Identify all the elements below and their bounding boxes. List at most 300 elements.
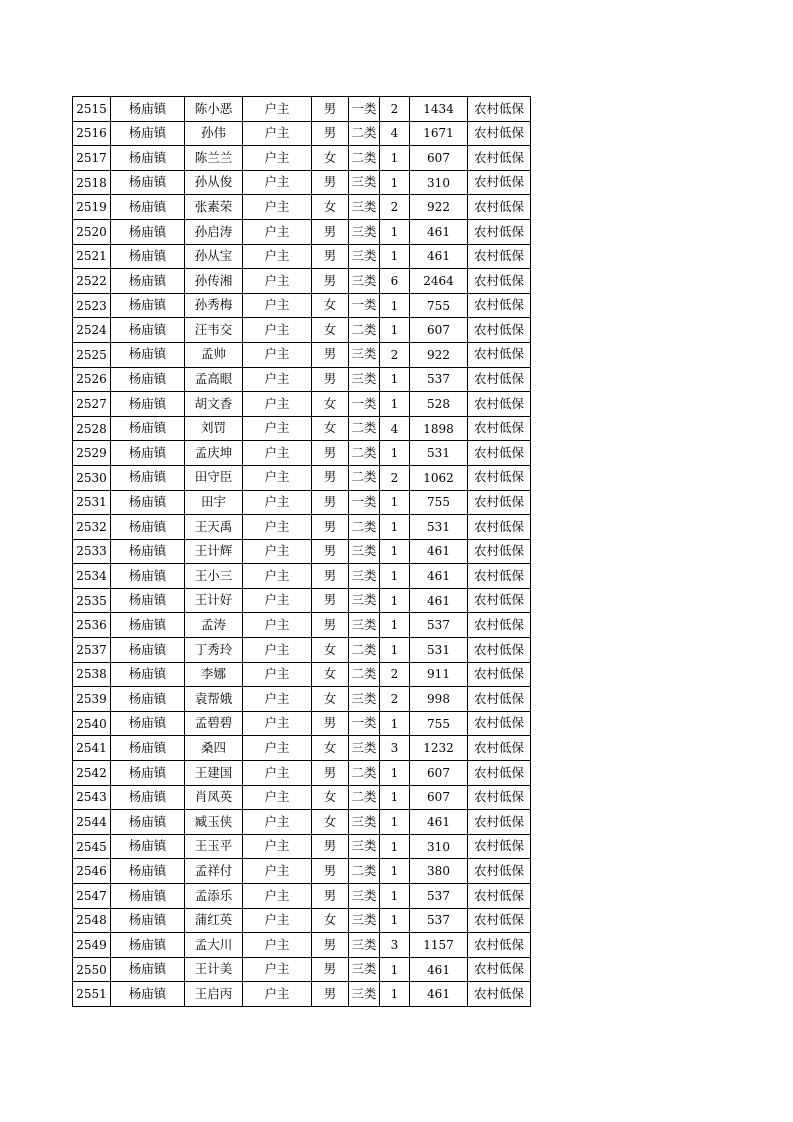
- members-cell: 1: [380, 761, 410, 786]
- assistance-type-cell: 农村低保: [468, 908, 531, 933]
- relation-cell: 户主: [243, 465, 312, 490]
- members-cell: 1: [380, 515, 410, 540]
- table-row: [73, 761, 531, 786]
- gender-cell: 女: [312, 392, 349, 417]
- members-cell: 1: [380, 957, 410, 982]
- members-cell: 1: [380, 244, 410, 269]
- amount-cell: 607: [410, 318, 468, 343]
- gender-cell: 女: [312, 785, 349, 810]
- members-cell: 1: [380, 785, 410, 810]
- category-cell: 二类: [349, 121, 380, 146]
- members-cell: 6: [380, 269, 410, 294]
- amount-cell: 1232: [410, 736, 468, 761]
- name-cell: 王计辉: [185, 539, 243, 564]
- record-id-cell: 2530: [73, 465, 111, 490]
- record-id-cell: 2524: [73, 318, 111, 343]
- relation-cell: 户主: [243, 736, 312, 761]
- category-cell: 二类: [349, 662, 380, 687]
- category-cell: 三类: [349, 908, 380, 933]
- gender-cell: 女: [312, 687, 349, 712]
- members-cell: 2: [380, 662, 410, 687]
- name-cell: 肖凤英: [185, 785, 243, 810]
- assistance-type-cell: 农村低保: [468, 146, 531, 171]
- category-cell: 三类: [349, 834, 380, 859]
- record-id-cell: 2535: [73, 588, 111, 613]
- category-cell: 三类: [349, 588, 380, 613]
- town-cell: 杨庙镇: [111, 662, 185, 687]
- category-cell: 二类: [349, 761, 380, 786]
- table-row: [73, 982, 531, 1007]
- amount-cell: 461: [410, 810, 468, 835]
- name-cell: 陈小恶: [185, 97, 243, 122]
- relation-cell: 户主: [243, 318, 312, 343]
- record-id-cell: 2523: [73, 293, 111, 318]
- table-row: [73, 244, 531, 269]
- category-cell: 二类: [349, 441, 380, 466]
- table-row: [73, 613, 531, 638]
- table-row: [73, 97, 531, 122]
- category-cell: 三类: [349, 219, 380, 244]
- town-cell: 杨庙镇: [111, 785, 185, 810]
- record-id-cell: 2537: [73, 638, 111, 663]
- name-cell: 田守臣: [185, 465, 243, 490]
- relation-cell: 户主: [243, 662, 312, 687]
- table-row: [73, 490, 531, 515]
- category-cell: 三类: [349, 613, 380, 638]
- amount-cell: 1434: [410, 97, 468, 122]
- town-cell: 杨庙镇: [111, 121, 185, 146]
- assistance-type-cell: 农村低保: [468, 834, 531, 859]
- name-cell: 孟帅: [185, 342, 243, 367]
- relation-cell: 户主: [243, 441, 312, 466]
- assistance-type-cell: 农村低保: [468, 441, 531, 466]
- table-row: [73, 539, 531, 564]
- town-cell: 杨庙镇: [111, 416, 185, 441]
- table-row: [73, 785, 531, 810]
- town-cell: 杨庙镇: [111, 219, 185, 244]
- category-cell: 一类: [349, 490, 380, 515]
- gender-cell: 男: [312, 219, 349, 244]
- members-cell: 1: [380, 367, 410, 392]
- name-cell: 田宇: [185, 490, 243, 515]
- members-cell: 1: [380, 613, 410, 638]
- name-cell: 孙从俊: [185, 170, 243, 195]
- amount-cell: 310: [410, 834, 468, 859]
- gender-cell: 男: [312, 588, 349, 613]
- town-cell: 杨庙镇: [111, 293, 185, 318]
- relation-cell: 户主: [243, 933, 312, 958]
- relation-cell: 户主: [243, 367, 312, 392]
- members-cell: 4: [380, 121, 410, 146]
- relation-cell: 户主: [243, 711, 312, 736]
- table-row: [73, 170, 531, 195]
- name-cell: 孟大川: [185, 933, 243, 958]
- table-row: [73, 933, 531, 958]
- record-id-cell: 2533: [73, 539, 111, 564]
- town-cell: 杨庙镇: [111, 933, 185, 958]
- members-cell: 1: [380, 441, 410, 466]
- table-row: [73, 293, 531, 318]
- members-cell: 1: [380, 146, 410, 171]
- category-cell: 三类: [349, 933, 380, 958]
- category-cell: 三类: [349, 564, 380, 589]
- relation-cell: 户主: [243, 761, 312, 786]
- record-id-cell: 2539: [73, 687, 111, 712]
- town-cell: 杨庙镇: [111, 859, 185, 884]
- assistance-type-cell: 农村低保: [468, 711, 531, 736]
- assistance-type-cell: 农村低保: [468, 884, 531, 909]
- assistance-type-cell: 农村低保: [468, 293, 531, 318]
- record-id-cell: 2547: [73, 884, 111, 909]
- gender-cell: 女: [312, 662, 349, 687]
- record-id-cell: 2518: [73, 170, 111, 195]
- name-cell: 孙启涛: [185, 219, 243, 244]
- assistance-type-cell: 农村低保: [468, 465, 531, 490]
- members-cell: 1: [380, 490, 410, 515]
- table-row: [73, 859, 531, 884]
- town-cell: 杨庙镇: [111, 908, 185, 933]
- relation-cell: 户主: [243, 392, 312, 417]
- category-cell: 三类: [349, 687, 380, 712]
- gender-cell: 女: [312, 195, 349, 220]
- gender-cell: 女: [312, 416, 349, 441]
- assistance-type-cell: 农村低保: [468, 416, 531, 441]
- amount-cell: 531: [410, 638, 468, 663]
- table-row: [73, 219, 531, 244]
- members-cell: 1: [380, 318, 410, 343]
- table-row: [73, 810, 531, 835]
- gender-cell: 男: [312, 834, 349, 859]
- town-cell: 杨庙镇: [111, 884, 185, 909]
- amount-cell: 461: [410, 957, 468, 982]
- category-cell: 三类: [349, 736, 380, 761]
- table-row: [73, 957, 531, 982]
- amount-cell: 537: [410, 884, 468, 909]
- name-cell: 汪韦交: [185, 318, 243, 343]
- name-cell: 臧玉侠: [185, 810, 243, 835]
- gender-cell: 男: [312, 367, 349, 392]
- name-cell: 孙从宝: [185, 244, 243, 269]
- table-row: [73, 342, 531, 367]
- name-cell: 桑四: [185, 736, 243, 761]
- gender-cell: 男: [312, 564, 349, 589]
- assistance-type-cell: 农村低保: [468, 785, 531, 810]
- members-cell: 1: [380, 810, 410, 835]
- town-cell: 杨庙镇: [111, 465, 185, 490]
- amount-cell: 537: [410, 908, 468, 933]
- record-id-cell: 2527: [73, 392, 111, 417]
- town-cell: 杨庙镇: [111, 810, 185, 835]
- town-cell: 杨庙镇: [111, 588, 185, 613]
- record-id-cell: 2550: [73, 957, 111, 982]
- record-id-cell: 2542: [73, 761, 111, 786]
- members-cell: 1: [380, 982, 410, 1007]
- assistance-type-cell: 农村低保: [468, 564, 531, 589]
- table-row: [73, 121, 531, 146]
- gender-cell: 男: [312, 97, 349, 122]
- town-cell: 杨庙镇: [111, 441, 185, 466]
- record-id-cell: 2544: [73, 810, 111, 835]
- assistance-type-cell: 农村低保: [468, 957, 531, 982]
- members-cell: 2: [380, 97, 410, 122]
- town-cell: 杨庙镇: [111, 367, 185, 392]
- assistance-type-cell: 农村低保: [468, 736, 531, 761]
- name-cell: 孙伟: [185, 121, 243, 146]
- category-cell: 三类: [349, 810, 380, 835]
- relation-cell: 户主: [243, 342, 312, 367]
- category-cell: 二类: [349, 785, 380, 810]
- name-cell: 王计美: [185, 957, 243, 982]
- amount-cell: 607: [410, 785, 468, 810]
- name-cell: 孟祥付: [185, 859, 243, 884]
- relation-cell: 户主: [243, 859, 312, 884]
- table-row: [73, 711, 531, 736]
- record-id-cell: 2551: [73, 982, 111, 1007]
- gender-cell: 女: [312, 908, 349, 933]
- town-cell: 杨庙镇: [111, 638, 185, 663]
- town-cell: 杨庙镇: [111, 613, 185, 638]
- record-id-cell: 2543: [73, 785, 111, 810]
- gender-cell: 男: [312, 711, 349, 736]
- record-id-cell: 2528: [73, 416, 111, 441]
- category-cell: 一类: [349, 97, 380, 122]
- category-cell: 二类: [349, 515, 380, 540]
- category-cell: 二类: [349, 146, 380, 171]
- name-cell: 孟庆坤: [185, 441, 243, 466]
- gender-cell: 男: [312, 859, 349, 884]
- record-id-cell: 2516: [73, 121, 111, 146]
- amount-cell: 461: [410, 219, 468, 244]
- name-cell: 孟添乐: [185, 884, 243, 909]
- members-cell: 4: [380, 416, 410, 441]
- category-cell: 三类: [349, 957, 380, 982]
- amount-cell: 1157: [410, 933, 468, 958]
- name-cell: 胡文香: [185, 392, 243, 417]
- relation-cell: 户主: [243, 834, 312, 859]
- amount-cell: 998: [410, 687, 468, 712]
- amount-cell: 922: [410, 342, 468, 367]
- gender-cell: 男: [312, 244, 349, 269]
- members-cell: 3: [380, 736, 410, 761]
- town-cell: 杨庙镇: [111, 834, 185, 859]
- members-cell: 1: [380, 539, 410, 564]
- amount-cell: 755: [410, 711, 468, 736]
- record-id-cell: 2521: [73, 244, 111, 269]
- record-id-cell: 2517: [73, 146, 111, 171]
- name-cell: 丁秀玲: [185, 638, 243, 663]
- table-row: [73, 564, 531, 589]
- members-cell: 1: [380, 834, 410, 859]
- gender-cell: 男: [312, 170, 349, 195]
- category-cell: 二类: [349, 638, 380, 663]
- table-row: [73, 687, 531, 712]
- relation-cell: 户主: [243, 121, 312, 146]
- members-cell: 2: [380, 195, 410, 220]
- amount-cell: 607: [410, 761, 468, 786]
- record-id-cell: 2522: [73, 269, 111, 294]
- town-cell: 杨庙镇: [111, 490, 185, 515]
- gender-cell: 男: [312, 933, 349, 958]
- gender-cell: 女: [312, 318, 349, 343]
- town-cell: 杨庙镇: [111, 982, 185, 1007]
- town-cell: 杨庙镇: [111, 195, 185, 220]
- category-cell: 三类: [349, 170, 380, 195]
- name-cell: 刘罚: [185, 416, 243, 441]
- members-cell: 2: [380, 687, 410, 712]
- category-cell: 三类: [349, 244, 380, 269]
- town-cell: 杨庙镇: [111, 736, 185, 761]
- name-cell: 张素荣: [185, 195, 243, 220]
- record-id-cell: 2525: [73, 342, 111, 367]
- name-cell: 孟高眼: [185, 367, 243, 392]
- record-id-cell: 2536: [73, 613, 111, 638]
- assistance-type-cell: 农村低保: [468, 761, 531, 786]
- record-id-cell: 2526: [73, 367, 111, 392]
- table-row: [73, 441, 531, 466]
- town-cell: 杨庙镇: [111, 957, 185, 982]
- town-cell: 杨庙镇: [111, 564, 185, 589]
- town-cell: 杨庙镇: [111, 269, 185, 294]
- town-cell: 杨庙镇: [111, 761, 185, 786]
- amount-cell: 531: [410, 515, 468, 540]
- assistance-type-cell: 农村低保: [468, 97, 531, 122]
- town-cell: 杨庙镇: [111, 539, 185, 564]
- assistance-type-cell: 农村低保: [468, 342, 531, 367]
- table-body: [73, 97, 531, 1007]
- members-cell: 1: [380, 588, 410, 613]
- members-cell: 2: [380, 342, 410, 367]
- relation-cell: 户主: [243, 269, 312, 294]
- assistance-type-cell: 农村低保: [468, 244, 531, 269]
- amount-cell: 537: [410, 613, 468, 638]
- name-cell: 王计好: [185, 588, 243, 613]
- amount-cell: 2464: [410, 269, 468, 294]
- amount-cell: 1671: [410, 121, 468, 146]
- table-row: [73, 908, 531, 933]
- town-cell: 杨庙镇: [111, 146, 185, 171]
- gender-cell: 男: [312, 761, 349, 786]
- record-id-cell: 2519: [73, 195, 111, 220]
- record-id-cell: 2546: [73, 859, 111, 884]
- category-cell: 一类: [349, 711, 380, 736]
- name-cell: 孟碧碧: [185, 711, 243, 736]
- amount-cell: 461: [410, 982, 468, 1007]
- gender-cell: 男: [312, 613, 349, 638]
- gender-cell: 女: [312, 736, 349, 761]
- table-row: [73, 736, 531, 761]
- assistance-type-cell: 农村低保: [468, 539, 531, 564]
- members-cell: 1: [380, 908, 410, 933]
- members-cell: 1: [380, 392, 410, 417]
- relation-cell: 户主: [243, 146, 312, 171]
- gender-cell: 男: [312, 982, 349, 1007]
- assistance-type-cell: 农村低保: [468, 515, 531, 540]
- name-cell: 王小三: [185, 564, 243, 589]
- relation-cell: 户主: [243, 564, 312, 589]
- assistance-type-cell: 农村低保: [468, 121, 531, 146]
- table-row: [73, 392, 531, 417]
- gender-cell: 男: [312, 515, 349, 540]
- table-row: [73, 638, 531, 663]
- record-id-cell: 2540: [73, 711, 111, 736]
- table-row: [73, 269, 531, 294]
- assistance-type-cell: 农村低保: [468, 810, 531, 835]
- relation-cell: 户主: [243, 957, 312, 982]
- amount-cell: 755: [410, 490, 468, 515]
- name-cell: 陈兰兰: [185, 146, 243, 171]
- table-row: [73, 195, 531, 220]
- town-cell: 杨庙镇: [111, 515, 185, 540]
- members-cell: 1: [380, 638, 410, 663]
- name-cell: 孙传湘: [185, 269, 243, 294]
- town-cell: 杨庙镇: [111, 711, 185, 736]
- assistance-type-cell: 农村低保: [468, 687, 531, 712]
- table-row: [73, 367, 531, 392]
- amount-cell: 1898: [410, 416, 468, 441]
- town-cell: 杨庙镇: [111, 392, 185, 417]
- relation-cell: 户主: [243, 170, 312, 195]
- gender-cell: 女: [312, 810, 349, 835]
- relation-cell: 户主: [243, 97, 312, 122]
- gender-cell: 女: [312, 146, 349, 171]
- members-cell: 1: [380, 711, 410, 736]
- amount-cell: 380: [410, 859, 468, 884]
- relation-cell: 户主: [243, 785, 312, 810]
- town-cell: 杨庙镇: [111, 318, 185, 343]
- category-cell: 一类: [349, 293, 380, 318]
- members-cell: 1: [380, 219, 410, 244]
- record-id-cell: 2534: [73, 564, 111, 589]
- record-id-cell: 2515: [73, 97, 111, 122]
- name-cell: 孙秀梅: [185, 293, 243, 318]
- relation-cell: 户主: [243, 687, 312, 712]
- name-cell: 王天禹: [185, 515, 243, 540]
- members-cell: 1: [380, 859, 410, 884]
- amount-cell: 528: [410, 392, 468, 417]
- assistance-type-cell: 农村低保: [468, 588, 531, 613]
- gender-cell: 男: [312, 884, 349, 909]
- record-id-cell: 2541: [73, 736, 111, 761]
- members-cell: 3: [380, 933, 410, 958]
- assistance-type-cell: 农村低保: [468, 662, 531, 687]
- record-id-cell: 2531: [73, 490, 111, 515]
- gender-cell: 男: [312, 490, 349, 515]
- relation-cell: 户主: [243, 613, 312, 638]
- name-cell: 王建国: [185, 761, 243, 786]
- relation-cell: 户主: [243, 638, 312, 663]
- relation-cell: 户主: [243, 416, 312, 441]
- assistance-type-cell: 农村低保: [468, 170, 531, 195]
- relief-roster-table: [72, 96, 531, 1007]
- relation-cell: 户主: [243, 293, 312, 318]
- name-cell: 孟涛: [185, 613, 243, 638]
- assistance-type-cell: 农村低保: [468, 933, 531, 958]
- relation-cell: 户主: [243, 884, 312, 909]
- assistance-type-cell: 农村低保: [468, 613, 531, 638]
- relation-cell: 户主: [243, 908, 312, 933]
- category-cell: 三类: [349, 367, 380, 392]
- relation-cell: 户主: [243, 219, 312, 244]
- assistance-type-cell: 农村低保: [468, 392, 531, 417]
- table-row: [73, 146, 531, 171]
- category-cell: 二类: [349, 859, 380, 884]
- members-cell: 1: [380, 564, 410, 589]
- assistance-type-cell: 农村低保: [468, 269, 531, 294]
- amount-cell: 461: [410, 539, 468, 564]
- category-cell: 二类: [349, 318, 380, 343]
- town-cell: 杨庙镇: [111, 244, 185, 269]
- assistance-type-cell: 农村低保: [468, 490, 531, 515]
